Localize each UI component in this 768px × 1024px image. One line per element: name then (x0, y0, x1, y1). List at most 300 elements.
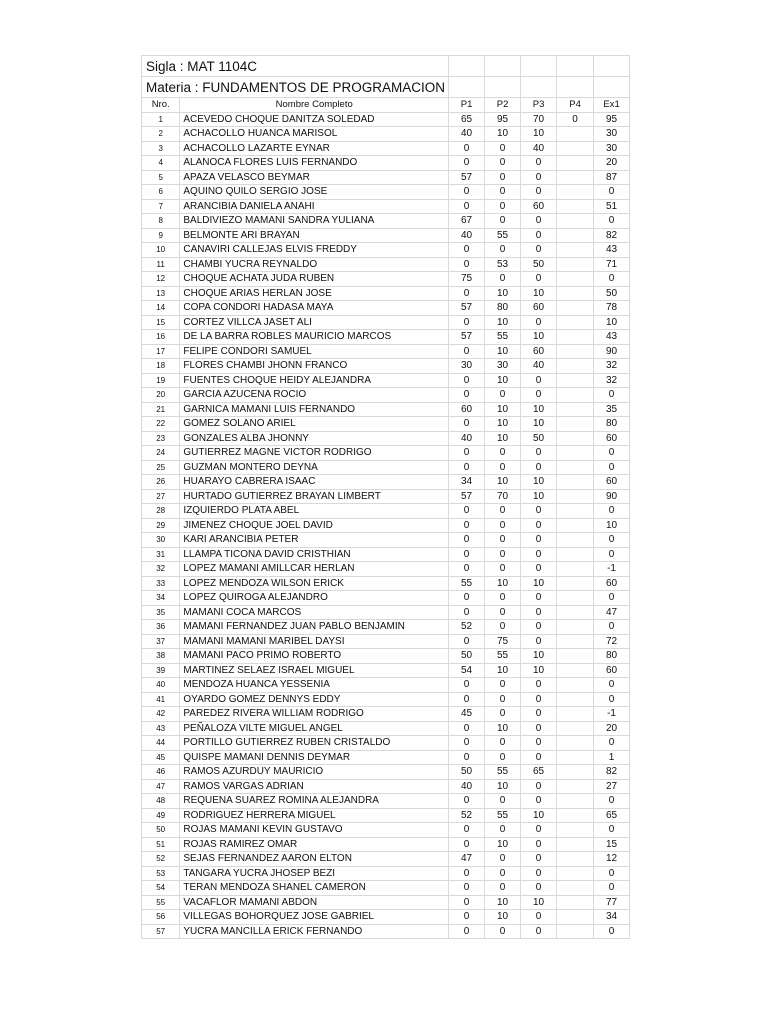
p2-score: 0 (485, 460, 521, 475)
table-row (142, 359, 630, 374)
ex1-score: 0 (594, 823, 630, 838)
p4-score (557, 504, 594, 519)
table-row (142, 243, 630, 258)
ex1-score: -1 (594, 562, 630, 577)
row-number: 3 (142, 141, 180, 156)
row-number: 11 (142, 257, 180, 272)
p2-score: 0 (485, 243, 521, 258)
p1-score: 57 (449, 330, 485, 345)
p4-score (557, 663, 594, 678)
student-name: ACHACOLLO LAZARTE EYNAR (180, 141, 449, 156)
student-name: ROJAS RAMIREZ OMAR (180, 837, 449, 852)
p3-score: 0 (521, 591, 557, 606)
p3-score: 0 (521, 736, 557, 751)
p2-score: 55 (485, 330, 521, 345)
table-row (142, 620, 630, 635)
p4-score (557, 794, 594, 809)
ex1-score: 65 (594, 808, 630, 823)
student-name: MAMANI MAMANI MARIBEL DAYSI (180, 634, 449, 649)
column-header-p2: P2 (485, 98, 521, 113)
table-row (142, 678, 630, 693)
column-header-name: Nombre Completo (180, 98, 449, 113)
p4-score (557, 533, 594, 548)
p2-score: 55 (485, 649, 521, 664)
table-row (142, 837, 630, 852)
student-name: CHAMBI YUCRA REYNALDO (180, 257, 449, 272)
p4-score (557, 823, 594, 838)
ex1-score: 20 (594, 721, 630, 736)
p2-score: 0 (485, 794, 521, 809)
student-name: GARNICA MAMANI LUIS FERNANDO (180, 402, 449, 417)
p4-score (557, 431, 594, 446)
student-name: GONZALES ALBA JHONNY (180, 431, 449, 446)
p2-score: 0 (485, 518, 521, 533)
table-row (142, 286, 630, 301)
row-number: 47 (142, 779, 180, 794)
p3-score: 0 (521, 533, 557, 548)
p1-score: 50 (449, 765, 485, 780)
row-number: 34 (142, 591, 180, 606)
p3-score: 60 (521, 199, 557, 214)
table-row (142, 431, 630, 446)
student-name: MARTINEZ SELAEZ ISRAEL MIGUEL (180, 663, 449, 678)
p4-score (557, 721, 594, 736)
ex1-score: 0 (594, 185, 630, 200)
table-row (142, 765, 630, 780)
student-name: GARCIA AZUCENA ROCIO (180, 388, 449, 403)
ex1-score: 0 (594, 620, 630, 635)
table-row (142, 141, 630, 156)
row-number: 26 (142, 475, 180, 490)
ex1-score: 0 (594, 388, 630, 403)
p3-score: 0 (521, 620, 557, 635)
p1-score: 0 (449, 417, 485, 432)
p1-score: 0 (449, 547, 485, 562)
p3-score: 0 (521, 373, 557, 388)
p2-score: 0 (485, 170, 521, 185)
p4-score (557, 692, 594, 707)
p2-score: 0 (485, 199, 521, 214)
p1-score: 0 (449, 910, 485, 925)
student-name: MAMANI FERNANDEZ JUAN PABLO BENJAMIN (180, 620, 449, 635)
p2-score: 10 (485, 373, 521, 388)
p4-score (557, 214, 594, 229)
p4-score (557, 634, 594, 649)
student-name: ACHACOLLO HUANCA MARISOL (180, 127, 449, 142)
p4-score (557, 344, 594, 359)
p4-score (557, 315, 594, 330)
p3-score: 0 (521, 460, 557, 475)
table-row (142, 692, 630, 707)
student-name: ARANCIBIA DANIELA ANAHI (180, 199, 449, 214)
p1-score: 0 (449, 373, 485, 388)
p3-score: 0 (521, 721, 557, 736)
p2-score: 0 (485, 214, 521, 229)
row-number: 45 (142, 750, 180, 765)
table-row (142, 823, 630, 838)
p2-score: 10 (485, 315, 521, 330)
p3-score: 0 (521, 518, 557, 533)
p1-score: 40 (449, 127, 485, 142)
p2-score: 55 (485, 765, 521, 780)
student-name: APAZA VELASCO BEYMAR (180, 170, 449, 185)
p4-score: 0 (557, 112, 594, 127)
student-name: VILLEGAS BOHORQUEZ JOSE GABRIEL (180, 910, 449, 925)
table-row (142, 605, 630, 620)
ex1-score: 0 (594, 533, 630, 548)
column-header-p1: P1 (449, 98, 485, 113)
p3-score: 0 (521, 866, 557, 881)
p4-score (557, 127, 594, 142)
row-number: 44 (142, 736, 180, 751)
sigla-row (142, 56, 630, 77)
student-name: CHOQUE ARIAS HERLAN JOSE (180, 286, 449, 301)
p4-score (557, 910, 594, 925)
sigla-label: Sigla : MAT 1104C (142, 56, 449, 77)
table-row (142, 547, 630, 562)
p3-score: 0 (521, 315, 557, 330)
ex1-score: 34 (594, 910, 630, 925)
p1-score: 0 (449, 344, 485, 359)
p1-score: 0 (449, 678, 485, 693)
p1-score: 0 (449, 721, 485, 736)
p1-score: 45 (449, 707, 485, 722)
student-name: YUCRA MANCILLA ERICK FERNANDO (180, 924, 449, 939)
p1-score: 0 (449, 895, 485, 910)
ex1-score: 60 (594, 431, 630, 446)
p4-score (557, 388, 594, 403)
p4-score (557, 852, 594, 867)
student-name: OYARDO GOMEZ DENNYS EDDY (180, 692, 449, 707)
p4-score (557, 417, 594, 432)
student-name: LOPEZ QUIROGA ALEJANDRO (180, 591, 449, 606)
row-number: 42 (142, 707, 180, 722)
p1-score: 0 (449, 388, 485, 403)
student-name: KARI ARANCIBIA PETER (180, 533, 449, 548)
row-number: 53 (142, 866, 180, 881)
table-row (142, 591, 630, 606)
row-number: 37 (142, 634, 180, 649)
row-number: 56 (142, 910, 180, 925)
row-number: 4 (142, 156, 180, 171)
table-row (142, 170, 630, 185)
p4-score (557, 257, 594, 272)
ex1-score: 77 (594, 895, 630, 910)
p2-score: 0 (485, 141, 521, 156)
row-number: 20 (142, 388, 180, 403)
table-row (142, 446, 630, 461)
table-row (142, 895, 630, 910)
p2-score: 0 (485, 620, 521, 635)
p1-score: 40 (449, 779, 485, 794)
row-number: 10 (142, 243, 180, 258)
p2-score: 10 (485, 721, 521, 736)
p3-score: 10 (521, 402, 557, 417)
p4-score (557, 562, 594, 577)
p1-score: 0 (449, 591, 485, 606)
student-name: PEÑALOZA VILTE MIGUEL ANGEL (180, 721, 449, 736)
p3-score: 10 (521, 417, 557, 432)
student-name: LOPEZ MAMANI AMILLCAR HERLAN (180, 562, 449, 577)
student-name: AQUINO QUILO SERGIO JOSE (180, 185, 449, 200)
grades-table (141, 55, 630, 939)
p1-score: 0 (449, 156, 485, 171)
p4-score (557, 170, 594, 185)
p4-score (557, 736, 594, 751)
p1-score: 0 (449, 257, 485, 272)
ex1-score: 0 (594, 866, 630, 881)
p3-score: 50 (521, 257, 557, 272)
p4-score (557, 924, 594, 939)
p4-score (557, 243, 594, 258)
table-row (142, 460, 630, 475)
ex1-score: 0 (594, 446, 630, 461)
student-name: RAMOS AZURDUY MAURICIO (180, 765, 449, 780)
student-name: BALDIVIEZO MAMANI SANDRA YULIANA (180, 214, 449, 229)
ex1-score: 0 (594, 460, 630, 475)
p3-score: 0 (521, 852, 557, 867)
p2-score: 55 (485, 228, 521, 243)
student-name: CORTEZ VILLCA JASET ALI (180, 315, 449, 330)
column-header-row (142, 98, 630, 113)
p3-score: 0 (521, 910, 557, 925)
p3-score: 0 (521, 547, 557, 562)
student-name: FELIPE CONDORI SAMUEL (180, 344, 449, 359)
p1-score: 52 (449, 620, 485, 635)
p2-score: 30 (485, 359, 521, 374)
p3-score: 0 (521, 634, 557, 649)
p1-score: 0 (449, 286, 485, 301)
ex1-score: 10 (594, 315, 630, 330)
table-row (142, 417, 630, 432)
p2-score: 53 (485, 257, 521, 272)
ex1-score: 20 (594, 156, 630, 171)
student-name: GOMEZ SOLANO ARIEL (180, 417, 449, 432)
row-number: 2 (142, 127, 180, 142)
ex1-score: 90 (594, 489, 630, 504)
student-name: LLAMPA TICONA DAVID CRISTHIAN (180, 547, 449, 562)
p1-score: 54 (449, 663, 485, 678)
table-row (142, 852, 630, 867)
row-number: 48 (142, 794, 180, 809)
student-name: IZQUIERDO PLATA ABEL (180, 504, 449, 519)
ex1-score: 95 (594, 112, 630, 127)
table-row (142, 315, 630, 330)
row-number: 23 (142, 431, 180, 446)
ex1-score: 32 (594, 373, 630, 388)
p4-score (557, 272, 594, 287)
p1-score: 57 (449, 301, 485, 316)
ex1-score: 60 (594, 576, 630, 591)
table-row (142, 779, 630, 794)
ex1-score: 82 (594, 765, 630, 780)
row-number: 25 (142, 460, 180, 475)
table-row (142, 794, 630, 809)
p1-score: 0 (449, 504, 485, 519)
p2-score: 0 (485, 866, 521, 881)
student-name: GUTIERREZ MAGNE VICTOR RODRIGO (180, 446, 449, 461)
p4-score (557, 301, 594, 316)
ex1-score: 43 (594, 330, 630, 345)
p4-score (557, 678, 594, 693)
student-name: ACEVEDO CHOQUE DANITZA SOLEDAD (180, 112, 449, 127)
student-name: FLORES CHAMBI JHONN FRANCO (180, 359, 449, 374)
row-number: 24 (142, 446, 180, 461)
p2-score: 0 (485, 591, 521, 606)
p4-score (557, 895, 594, 910)
p4-score (557, 489, 594, 504)
p1-score: 0 (449, 837, 485, 852)
p2-score: 70 (485, 489, 521, 504)
p2-score: 0 (485, 388, 521, 403)
p1-score: 60 (449, 402, 485, 417)
p1-score: 57 (449, 489, 485, 504)
row-number: 30 (142, 533, 180, 548)
table-row (142, 127, 630, 142)
column-header-nro: Nro. (142, 98, 180, 113)
table-row (142, 649, 630, 664)
student-name: DE LA BARRA ROBLES MAURICIO MARCOS (180, 330, 449, 345)
row-number: 57 (142, 924, 180, 939)
p3-score: 10 (521, 649, 557, 664)
ex1-score: 35 (594, 402, 630, 417)
ex1-score: 30 (594, 141, 630, 156)
p3-score: 0 (521, 924, 557, 939)
student-name: HURTADO GUTIERREZ BRAYAN LIMBERT (180, 489, 449, 504)
row-number: 1 (142, 112, 180, 127)
p3-score: 0 (521, 185, 557, 200)
row-number: 49 (142, 808, 180, 823)
table-row (142, 112, 630, 127)
table-row (142, 504, 630, 519)
p3-score: 0 (521, 837, 557, 852)
p3-score: 0 (521, 170, 557, 185)
ex1-score: 32 (594, 359, 630, 374)
p1-score: 50 (449, 649, 485, 664)
student-name: ROJAS MAMANI KEVIN GUSTAVO (180, 823, 449, 838)
p1-score: 40 (449, 431, 485, 446)
row-number: 19 (142, 373, 180, 388)
ex1-score: 43 (594, 243, 630, 258)
p2-score: 10 (485, 286, 521, 301)
p3-score: 40 (521, 359, 557, 374)
p1-score: 0 (449, 518, 485, 533)
p2-score: 75 (485, 634, 521, 649)
student-name: SEJAS FERNANDEZ AARON ELTON (180, 852, 449, 867)
p1-score: 65 (449, 112, 485, 127)
p3-score: 0 (521, 504, 557, 519)
row-number: 13 (142, 286, 180, 301)
p1-score: 40 (449, 228, 485, 243)
p2-score: 0 (485, 272, 521, 287)
materia-row (142, 77, 630, 98)
p3-score: 10 (521, 895, 557, 910)
ex1-score: -1 (594, 707, 630, 722)
student-name: BELMONTE ARI BRAYAN (180, 228, 449, 243)
p4-score (557, 765, 594, 780)
row-number: 29 (142, 518, 180, 533)
p4-score (557, 402, 594, 417)
row-number: 7 (142, 199, 180, 214)
p2-score: 80 (485, 301, 521, 316)
table-row (142, 736, 630, 751)
ex1-score: 0 (594, 547, 630, 562)
ex1-score: 0 (594, 214, 630, 229)
ex1-score: 80 (594, 417, 630, 432)
student-name: VACAFLOR MAMANI ABDON (180, 895, 449, 910)
row-number: 27 (142, 489, 180, 504)
table-row (142, 866, 630, 881)
row-number: 41 (142, 692, 180, 707)
p1-score: 0 (449, 562, 485, 577)
p2-score: 10 (485, 417, 521, 432)
table-row (142, 156, 630, 171)
table-row (142, 707, 630, 722)
row-number: 33 (142, 576, 180, 591)
p1-score: 0 (449, 141, 485, 156)
p2-score: 0 (485, 750, 521, 765)
row-number: 50 (142, 823, 180, 838)
p1-score: 0 (449, 692, 485, 707)
p1-score: 0 (449, 243, 485, 258)
p4-score (557, 185, 594, 200)
p1-score: 0 (449, 605, 485, 620)
row-number: 6 (142, 185, 180, 200)
p2-score: 10 (485, 127, 521, 142)
p4-score (557, 866, 594, 881)
p3-score: 10 (521, 330, 557, 345)
p2-score: 0 (485, 707, 521, 722)
p2-score: 10 (485, 837, 521, 852)
table-row (142, 750, 630, 765)
table-row (142, 489, 630, 504)
p2-score: 10 (485, 576, 521, 591)
row-number: 43 (142, 721, 180, 736)
ex1-score: 47 (594, 605, 630, 620)
p2-score: 0 (485, 562, 521, 577)
student-name: LOPEZ MENDOZA WILSON ERICK (180, 576, 449, 591)
p4-score (557, 576, 594, 591)
p2-score: 0 (485, 736, 521, 751)
table-row (142, 475, 630, 490)
p4-score (557, 446, 594, 461)
p4-score (557, 808, 594, 823)
ex1-score: 12 (594, 852, 630, 867)
p1-score: 0 (449, 866, 485, 881)
ex1-score: 50 (594, 286, 630, 301)
p3-score: 0 (521, 779, 557, 794)
ex1-score: 0 (594, 678, 630, 693)
p2-score: 10 (485, 344, 521, 359)
ex1-score: 0 (594, 736, 630, 751)
ex1-score: 60 (594, 663, 630, 678)
p4-score (557, 620, 594, 635)
p4-score (557, 359, 594, 374)
p4-score (557, 475, 594, 490)
p1-score: 55 (449, 576, 485, 591)
p3-score: 0 (521, 446, 557, 461)
row-number: 36 (142, 620, 180, 635)
ex1-score: 15 (594, 837, 630, 852)
student-name: TANGARA YUCRA JHOSEP BEZI (180, 866, 449, 881)
p3-score: 60 (521, 344, 557, 359)
p3-score: 0 (521, 707, 557, 722)
student-name: JIMENEZ CHOQUE JOEL DAVID (180, 518, 449, 533)
p2-score: 95 (485, 112, 521, 127)
p4-score (557, 518, 594, 533)
ex1-score: 80 (594, 649, 630, 664)
table-row (142, 924, 630, 939)
